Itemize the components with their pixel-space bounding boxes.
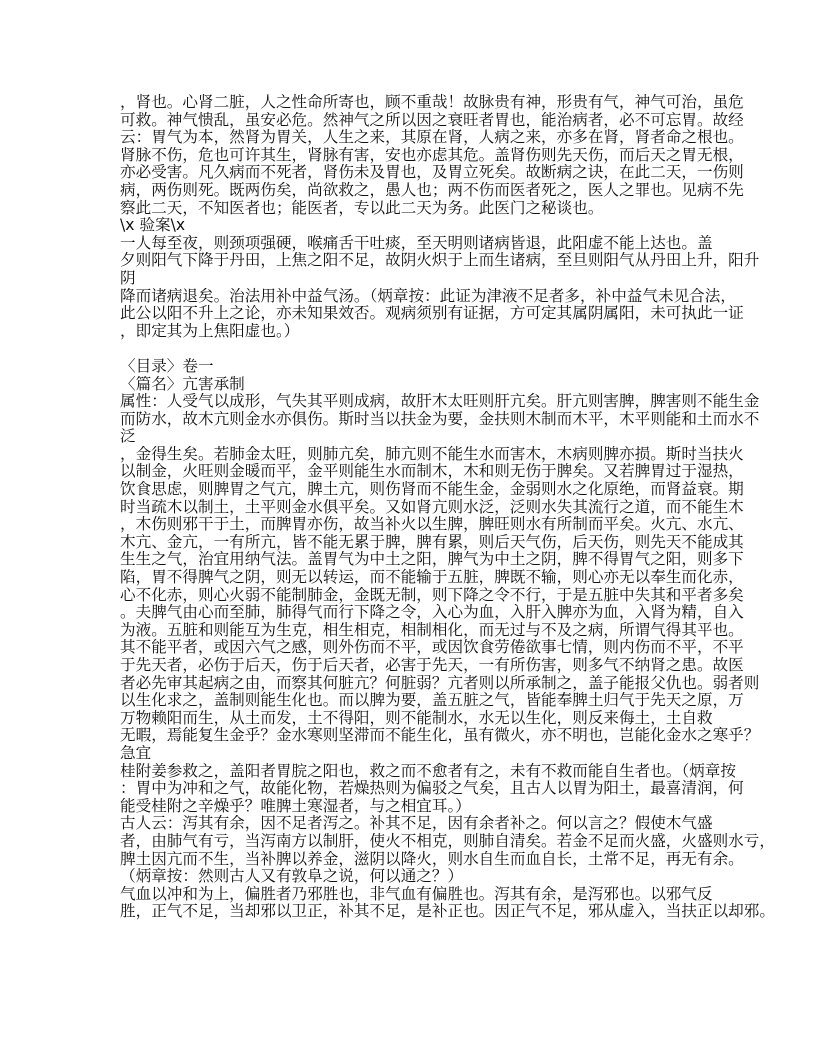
text-line: 心不化赤，则心火弱不能制肺金，金既无制，则下降之令不行，于是五脏中失其和平者多矣 — [120, 585, 744, 604]
text-line: \x 验案\x — [120, 216, 186, 235]
text-line: 者必先审其起病之由，而察其何脏亢？何脏弱？亢者则以所承制之，盖子能报父仇也。弱者则 — [120, 673, 760, 692]
text-line: 〈篇名〉亢害承制 — [120, 374, 245, 393]
blank-line — [120, 340, 720, 358]
text-line: 云：胃气为本，然肾为胃关，人生之来，其原在肾，人病之来，亦多在肾，肾者命之根也。 — [120, 128, 744, 147]
text-line: 急宜 — [120, 743, 152, 762]
text-line: ，木伤则邪干于土，而脾胃亦伤，故当补火以生脾，脾旺则水有所制而平矣。火亢、水亢、 — [120, 515, 744, 534]
section-case-notes — [120, 93, 760, 340]
text-line: 陷，胃不得脾气之阴，则无以转运，而不能输于五脏，脾既不输，则心亦无以奉生而化赤， — [120, 568, 744, 587]
text-line: 属性：人受气以成形，气失其平则成病，故肝木太旺则肝亢矣。肝亢则害脾，脾害则不能生金 — [120, 392, 760, 411]
text-line: 察此二天，不知医者也；能医者，专以此二天为务。此医门之秘谈也。 — [120, 198, 604, 217]
text-line: 而防水，故木亢则金水亦俱伤。斯时当以扶金为要，金扶则木制而木平，木平则能和土而水不 — [120, 409, 760, 428]
text-line: 此公以阳不升上之论，亦未知果效否。观病须别有证据，方可定其属阴属阳，未可执此一证 — [120, 304, 744, 323]
text-line: ，肾也。心肾二脏，人之性命所寄也，顾不重哉！故脉贵有神，形贵有气，神气可治，虽危 — [120, 93, 744, 111]
text-line: 肾脉不伤，危也可许其生，肾脉有害，安也亦虑其危。盖肾伤则先天伤，而后天之胃无根， — [120, 145, 744, 164]
text-line: 时当疏木以制土，土平则金水俱平矣。又如肾亢则水泛，泛则水失其流行之道，而不能生木 — [120, 497, 744, 516]
text-line: 阴 — [120, 268, 136, 287]
text-line: 脾土因亢而不生，当补脾以养金，滋阴以降火，则水自生而血自长，土常不足，再无有余。 — [120, 849, 744, 868]
text-line: 能受桂附之辛燥乎？唯脾土寒湿者，与之相宜耳。） — [120, 796, 471, 815]
text-line: 夕则阳气下降于丹田，上焦之阳不足，故阴火炽于上而生诸病，至旦则阳气从丹田上升，阳升 — [120, 251, 760, 270]
text-line: 病，两伤则死。既两伤矣，尚欲救之，愚人也；两不伤而医者死之，医人之罪也。见病不先 — [120, 180, 744, 199]
text-line: ：胃中为冲和之气，故能化物，若燥热则为偏驳之气矣，且古人以胃为阳土，最喜清润，何 — [120, 779, 744, 798]
text-line: 降而诸病退矣。治法用补中益气汤。（炳章按：此证为津液不足者多，补中益气未见合法， — [120, 286, 736, 305]
text-line: 饮食思虑，则脾胃之气亢，脾土亢，则伤肾而不能生金，金弱则水之化原绝，而肾益衰。期 — [120, 480, 744, 499]
text-line: 胜，正气不足，当却邪以卫正，补其不足，是补正也。因正气不足，邪从虚入，当扶正以却邪。 — [120, 902, 775, 921]
text-line: 古人云：泻其有余，因不足者泻之。补其不足，因有余者补之。何以言之？假使木气盛 — [120, 814, 713, 833]
text-line: 亦必受害。凡久病而不死者，肾伤未及胃也，及胃立死矣。故断病之诀，在此二天，一伤则 — [120, 163, 744, 182]
text-line: ，即定其为上焦阳虚也。） — [120, 321, 300, 340]
text-line: 可救。神气愦乱，虽安必危。然神气之所以因之衰旺者胃也，能治病者，必不可忘胃。故经 — [120, 110, 744, 129]
text-line: 以制金，火旺则金暖而平，金平则能生水而制木，木和则无伤于脾矣。又若脾胃过于湿热， — [120, 462, 744, 481]
text-line: 木亢、金亢，一有所亢，皆不能无累于脾，脾有累，则后天气伤，后天伤，则先天不能成其 — [120, 532, 744, 551]
text-line: 以生化求之，盖制则能生化也。而以脾为要，盖五脏之气，皆能奉脾土归气于先天之原，万 — [120, 691, 744, 710]
text-line: 一人每至夜，则颈项强硬，喉痛舌干吐痰，至天明则诸病皆退，此阳虚不能上达也。盖 — [120, 233, 713, 252]
text-line: 气血以冲和为上，偏胜者乃邪胜也，非气血有偏胜也。泻其有余，是泻邪也。以邪气反 — [120, 884, 713, 903]
text-line: 其不能平者，或因六气之感，则外伤而不平，或因饮食劳倦欲事七情，则内伤而不平，不平 — [120, 638, 744, 657]
text-line: 者，由肺气有亏，当泻南方以制肝，使火不相克，则肺自清矣。若金不足而火盛，火盛则水亏， — [120, 831, 775, 850]
text-line: （炳章按：然则古人又有敦阜之说，何以通之？） — [120, 867, 464, 886]
text-line: 〈目录〉卷一 — [120, 356, 214, 375]
section-kanghai-chengzhi — [120, 356, 775, 921]
text-line: 万物赖阳而生，从土而发，土不得阳，则不能制水，水无以生化，则反来侮土，土自救 — [120, 708, 713, 727]
text-line: 桂附姜参救之，盖阳者胃脘之阳也，救之而不愈者有之，未有不救而能自生者也。（炳章按 — [120, 761, 736, 780]
text-line: 于先天者，必伤于后天，伤于后天者，必害于先天，一有所伤害，则多气不纳肾之患。故医 — [120, 656, 744, 674]
text-line: 。夫脾气由心而至肺，肺得气而行下降之令，入心为血，入肝入脾亦为血，入肾为精，自入 — [120, 603, 744, 622]
text-line: 生生之气，治宜用纳气法。盖胃气为中土之阳，脾气为中土之阴，脾不得胃气之阳，则多下 — [120, 550, 744, 569]
text-line: 为液。五脏和则能互为生克，相生相克，相制相化，而无过与不及之病，所谓气得其平也。 — [120, 620, 744, 639]
document-page — [120, 93, 775, 921]
text-line: ，金得生矣。若肺金太旺，则肺亢矣，肺亢则不能生水而害木，木病则脾亦损。斯时当扶火 — [120, 444, 744, 463]
text-line: 泛 — [120, 427, 136, 446]
text-line: 无暇，焉能复生金乎？金水寒则坚滞而不能生化，虽有微火，亦不明也，岂能化金水之寒乎？ — [120, 726, 760, 745]
